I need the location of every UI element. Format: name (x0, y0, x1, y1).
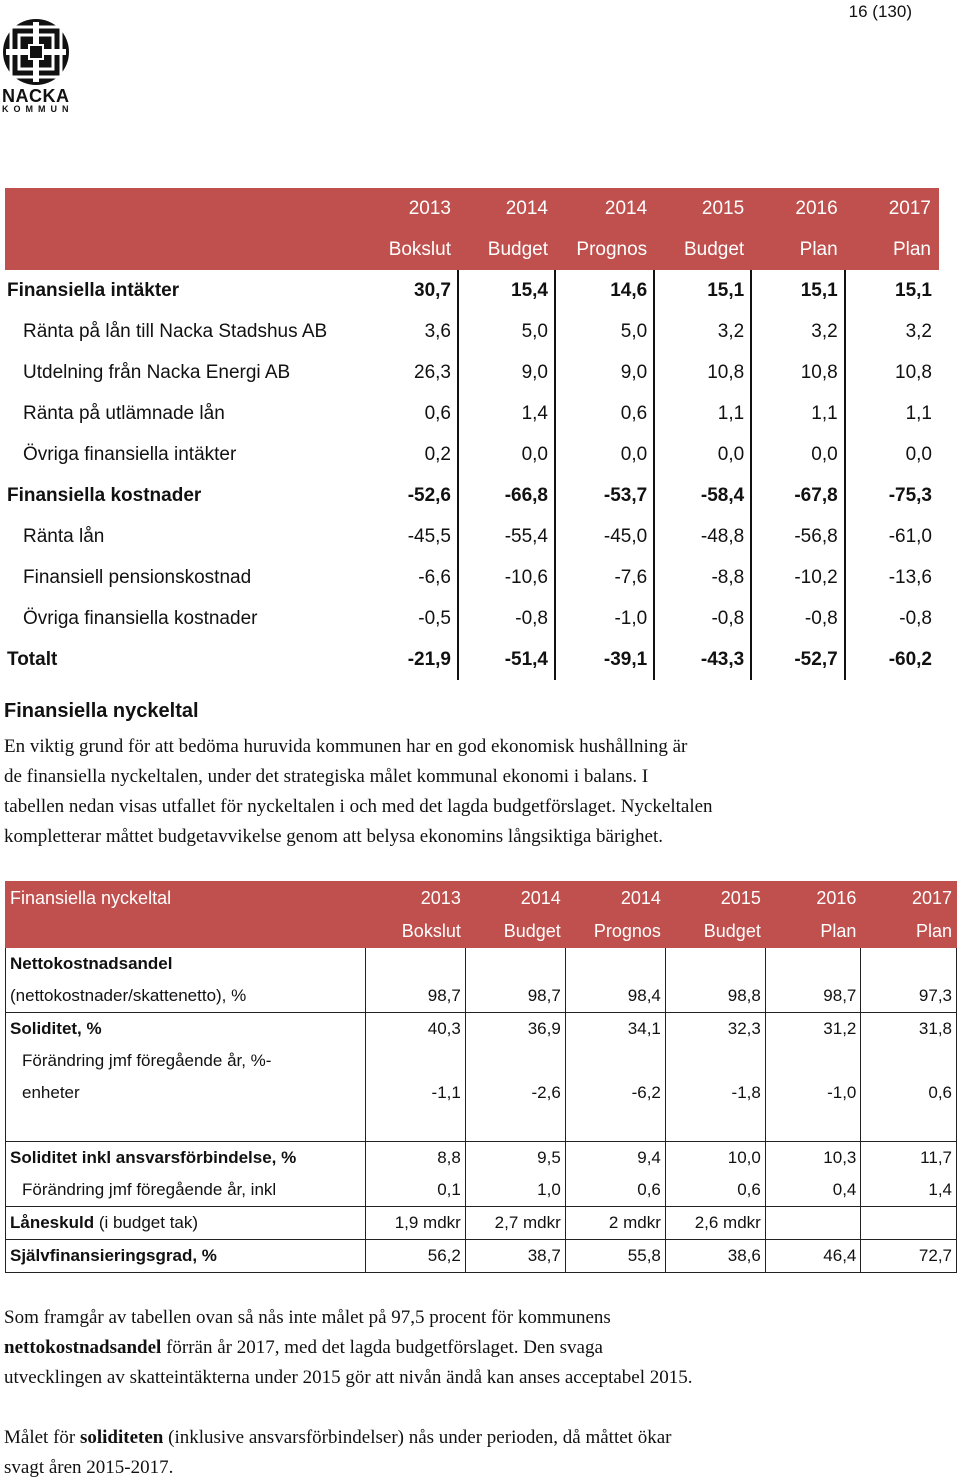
row-label: Förändring jmf föregående år, inkl (6, 1174, 366, 1207)
header-year: 2013 (365, 882, 465, 915)
cell-value: -43,3 (654, 639, 751, 680)
table-row (5, 475, 938, 516)
cell-value: 9,5 (465, 1142, 565, 1175)
text-line: svagt åren 2015-2017. (4, 1457, 174, 1478)
cell-value: -2,6 (465, 1077, 565, 1109)
row-label-bold: Låneskuld (10, 1213, 95, 1232)
cell-value: 15,4 (458, 270, 555, 311)
table-title: Finansiella nyckeltal (6, 882, 366, 915)
cell-value: -56,8 (751, 516, 844, 557)
key-ratios-table (5, 881, 957, 1273)
row-label: Ränta på lån till Nacka Stadshus AB (23, 320, 328, 342)
cell-value: 2 mdkr (565, 1207, 665, 1240)
table-header-types (6, 915, 957, 948)
row-label: Övriga finansiella kostnader (23, 607, 258, 629)
cell-value: 10,8 (895, 361, 932, 383)
header-type: Budget (458, 229, 555, 270)
table-header-types (5, 229, 938, 270)
header-year: 2014 (458, 188, 555, 229)
cell-value: 56,2 (365, 1240, 465, 1273)
cell-value: 1,1 (905, 402, 932, 424)
cell-value: 10,8 (654, 352, 751, 393)
cell-value: 36,9 (465, 1013, 565, 1046)
table-row (6, 1207, 957, 1240)
cell-value: 9,0 (458, 352, 555, 393)
header-type: Bokslut (362, 229, 458, 270)
cell-value: 1,1 (654, 393, 751, 434)
header-year: 2016 (751, 188, 844, 229)
cell-value: -8,8 (654, 557, 751, 598)
cell-value: -10,6 (458, 557, 555, 598)
cell-value: 98,8 (665, 980, 765, 1013)
cell-value: 9,0 (555, 352, 654, 393)
cell-value: 10,0 (665, 1142, 765, 1175)
cell-value: -60,2 (888, 648, 932, 670)
table-row (6, 1077, 957, 1109)
cell-value: 0,6 (861, 1077, 957, 1109)
cell-value: -66,8 (458, 475, 555, 516)
cell-value: 38,6 (665, 1240, 765, 1273)
nacka-emblem-icon (2, 18, 70, 86)
cell-value: 1,9 mdkr (365, 1207, 465, 1240)
cell-value: 11,7 (861, 1142, 957, 1175)
header-year: 2014 (465, 882, 565, 915)
header-type: Budget (654, 229, 751, 270)
header-year: 2016 (765, 882, 861, 915)
row-label: Finansiella kostnader (7, 484, 202, 506)
text-line (4, 1423, 904, 1453)
cell-value: 30,7 (362, 270, 458, 311)
row-label: Ränta lån (23, 525, 105, 547)
cell-value: 1,4 (861, 1174, 957, 1207)
cell-value: 3,2 (654, 311, 751, 352)
row-label (6, 1207, 366, 1240)
cell-value: -6,6 (362, 557, 458, 598)
cell-value: 38,7 (465, 1240, 565, 1273)
cell-value: 0,6 (665, 1174, 765, 1207)
cell-value: -0,8 (899, 607, 932, 629)
table-row (6, 1142, 957, 1175)
header-type: Budget (665, 915, 765, 948)
table-row (6, 1045, 957, 1077)
cell-value: -1,1 (365, 1077, 465, 1109)
table-row (6, 1240, 957, 1273)
row-label: Nettokostnadsandel (6, 948, 366, 981)
cell-value: 3,6 (362, 311, 458, 352)
cell-value: 0,0 (905, 443, 932, 465)
cell-value: 98,7 (365, 980, 465, 1013)
cell-value: 0,6 (362, 393, 458, 434)
cell-value: -48,8 (654, 516, 751, 557)
row-label: (nettokostnader/skattenetto), % (6, 980, 366, 1013)
text-span: förrän år 2017, med det lagda budgetförslaget. Den svaga (161, 1337, 603, 1358)
cell-value: 0,6 (555, 393, 654, 434)
logo-sub: KOMMUN (2, 104, 74, 114)
table-row-spacer (6, 1109, 957, 1142)
cell-value: 98,7 (765, 980, 861, 1013)
cell-value: -67,8 (751, 475, 844, 516)
cell-value: 98,4 (565, 980, 665, 1013)
cell-value: 31,8 (861, 1013, 957, 1046)
cell-value: 0,4 (765, 1174, 861, 1207)
text-line (4, 1333, 904, 1363)
cell-value: -45,5 (362, 516, 458, 557)
solidity-paragraph (4, 1423, 904, 1483)
table-row (6, 1013, 957, 1046)
cell-value: 46,4 (765, 1240, 861, 1273)
cell-value (861, 1207, 957, 1240)
cell-value: -7,6 (555, 557, 654, 598)
cell-value: -75,3 (888, 484, 932, 506)
financial-items-table (5, 188, 939, 680)
text-line: de finansiella nyckeltalen, under det strategiska målet kommunal ekonomi i balans. I (4, 766, 649, 787)
section-heading: Finansiella nyckeltal (4, 700, 199, 722)
table-header-years (6, 882, 957, 915)
cell-value: 10,3 (765, 1142, 861, 1175)
cell-value: 0,1 (365, 1174, 465, 1207)
cell-value: 10,8 (751, 352, 844, 393)
cell-value: 0,2 (362, 434, 458, 475)
cell-value: 2,7 mdkr (465, 1207, 565, 1240)
cell-value (765, 1207, 861, 1240)
header-year: 2017 (861, 882, 957, 915)
header-year: 2015 (665, 882, 765, 915)
row-label: Utdelning från Nacka Energi AB (23, 361, 291, 383)
header-type: Prognos (555, 229, 654, 270)
row-label-rest: (i budget tak) (94, 1213, 199, 1232)
header-type: Plan (751, 229, 844, 270)
table-row (5, 270, 938, 311)
cell-value: 72,7 (861, 1240, 957, 1273)
cell-value: 1,4 (458, 393, 555, 434)
header-year: 2017 (845, 188, 938, 229)
table-row (5, 311, 938, 352)
row-label: enheter (6, 1077, 366, 1109)
emphasis: nettokostnadsandel (4, 1337, 162, 1358)
cell-value: 15,1 (751, 270, 844, 311)
row-label: Självfinansieringsgrad, % (6, 1240, 366, 1273)
text-span: (inklusive ansvarsförbindelser) nås under perioden, då måttet ökar (163, 1427, 672, 1448)
cell-value: -0,8 (654, 598, 751, 639)
table-header-years (5, 188, 938, 229)
cell-value: 0,0 (555, 434, 654, 475)
row-label: Ränta på utlämnade lån (23, 402, 225, 424)
cell-value: -13,6 (888, 566, 932, 588)
nacka-logo (2, 18, 74, 114)
cell-value: 15,1 (895, 279, 932, 301)
cell-value: 0,0 (458, 434, 555, 475)
cell-value: -1,8 (665, 1077, 765, 1109)
cell-value: -0,5 (362, 598, 458, 639)
cell-value: 34,1 (565, 1013, 665, 1046)
text-line: utvecklingen av skatteintäkterna under 2015 gör att nivån ändå kan anses acceptabel 2015. (4, 1367, 693, 1388)
row-label: Soliditet inkl ansvarsförbindelse, % (6, 1142, 366, 1175)
header-type: Bokslut (365, 915, 465, 948)
table-row (5, 516, 938, 557)
text-line: En viktig grund för att bedöma huruvida kommunen har en god ekonomisk hushållning är (4, 736, 688, 757)
cell-value: 5,0 (458, 311, 555, 352)
text-line: Som framgår av tabellen ovan så nås inte målet på 97,5 procent för kommunens (4, 1307, 611, 1328)
header-type: Plan (845, 229, 938, 270)
cell-value: -61,0 (888, 525, 932, 547)
cell-value: 0,0 (751, 434, 844, 475)
cell-value: 26,3 (362, 352, 458, 393)
cell-value: 8,8 (365, 1142, 465, 1175)
cell-value: 3,2 (905, 320, 932, 342)
header-type: Budget (465, 915, 565, 948)
header-type: Prognos (565, 915, 665, 948)
text-span: Målet för (4, 1427, 80, 1448)
cell-value: -0,8 (458, 598, 555, 639)
table-row (5, 598, 938, 639)
row-label: Förändring jmf föregående år, %- (6, 1045, 366, 1077)
cell-value: -55,4 (458, 516, 555, 557)
cell-value: 3,2 (751, 311, 844, 352)
cell-value: -53,7 (555, 475, 654, 516)
cell-value: 2,6 mdkr (665, 1207, 765, 1240)
table-row (6, 980, 957, 1013)
cell-value: -58,4 (654, 475, 751, 516)
cell-value: -21,9 (362, 639, 458, 680)
cell-value: -39,1 (555, 639, 654, 680)
header-year: 2013 (362, 188, 458, 229)
cell-value: 40,3 (365, 1013, 465, 1046)
cell-value: 9,4 (565, 1142, 665, 1175)
table-row (5, 639, 938, 680)
cell-value: 55,8 (565, 1240, 665, 1273)
cell-value: -52,7 (751, 639, 844, 680)
row-label: Totalt (7, 648, 58, 670)
table-body (5, 270, 938, 680)
cell-value: -10,2 (751, 557, 844, 598)
cell-value: 15,1 (654, 270, 751, 311)
table-row (5, 434, 938, 475)
row-label: Soliditet, % (6, 1013, 366, 1046)
header-type: Plan (861, 915, 957, 948)
text-line: tabellen nedan visas utfallet för nyckeltalen i och med det lagda budgetförslaget. Nyckeltalen (4, 796, 713, 817)
header-year: 2014 (565, 882, 665, 915)
cell-value: -1,0 (765, 1077, 861, 1109)
logo-name: NACKA (2, 86, 70, 106)
header-type: Plan (765, 915, 861, 948)
cell-value: 1,1 (751, 393, 844, 434)
cell-value: 31,2 (765, 1013, 861, 1046)
cell-value: -51,4 (458, 639, 555, 680)
cell-value: -52,6 (362, 475, 458, 516)
table-row (5, 352, 938, 393)
intro-paragraph (4, 732, 854, 852)
row-label: Övriga finansiella intäkter (23, 443, 237, 465)
header-year: 2015 (654, 188, 751, 229)
text-line: kompletterar måttet budgetavvikelse genom att belysa ekonomins långsiktiga bärighet. (4, 826, 664, 847)
header-year: 2014 (555, 188, 654, 229)
cell-value: 1,0 (465, 1174, 565, 1207)
page-number: 16 (130) (848, 2, 912, 21)
emphasis: soliditeten (79, 1427, 164, 1448)
cell-value: 0,0 (654, 434, 751, 475)
table-row (6, 1174, 957, 1207)
cell-value: 32,3 (665, 1013, 765, 1046)
cell-value: -6,2 (565, 1077, 665, 1109)
cell-value: 98,7 (465, 980, 565, 1013)
cell-value: -0,8 (751, 598, 844, 639)
cell-value: 97,3 (861, 980, 957, 1013)
row-label: Finansiell pensionskostnad (23, 566, 252, 588)
row-label: Finansiella intäkter (7, 279, 180, 301)
table-row (5, 393, 938, 434)
cell-value: 0,6 (565, 1174, 665, 1207)
cell-value: 14,6 (555, 270, 654, 311)
table-row (6, 948, 957, 981)
table-row (5, 557, 938, 598)
cell-value: -1,0 (555, 598, 654, 639)
conclusion-paragraph (4, 1303, 904, 1393)
cell-value: 5,0 (555, 311, 654, 352)
cell-value: -45,0 (555, 516, 654, 557)
